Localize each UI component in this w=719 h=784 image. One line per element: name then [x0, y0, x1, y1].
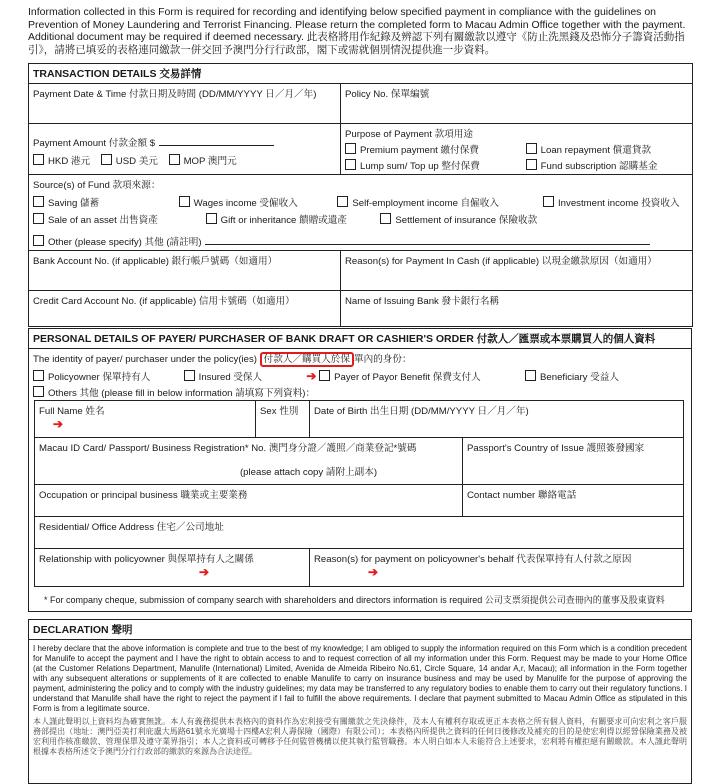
- identity-label-end: 單內的身份：: [353, 354, 412, 365]
- insured-checkbox[interactable]: [184, 370, 195, 381]
- payer-benefit-checkbox[interactable]: [319, 370, 330, 381]
- purpose-fund-label: Fund subscription 認購基金: [540, 161, 658, 172]
- source-saving-label: Saving 儲蓄: [48, 198, 100, 209]
- other-source-checkbox[interactable]: [33, 235, 44, 246]
- id-card-field[interactable]: [35, 438, 463, 485]
- investment-checkbox[interactable]: [543, 196, 554, 207]
- source-other-label: Other (please specify) 其他 (請註明): [48, 237, 202, 248]
- role-others-label: Others 其他 (please fill in below information 請填寫下列資料)：: [48, 388, 316, 399]
- identity-label: The identity of payer/ purchaser under the policy(ies): [33, 354, 257, 365]
- declaration-text-zh: 本人謹此聲明以上資料均為確實無訛。本人有義務提供本表格內的資料作為宏利接受有關繳款之先決條件，及本人有權利存取或更正本表格之所有個人資料，有關要求可向宏利之客戶服務部提出（地址：澳門亞美打利庇盧大馬路61號永光廣場十四樓A宏利人壽保險（國際）有限公司）；本表格內所提供之資料的任何日後修改及補充的目的是使宏利得以經營保險業務及被宏利用作核准繳款、管理保單及遵守業界指引；本人之資料或可轉移予任何監管機構以使其執行監管職務。本人明白如本人未能符合上述要求，宏利將有權拒絕有關繳款。本人謹此聲明根據本表格所述交予澳門分行行政部的繳款的來源為合法途徑。: [33, 717, 687, 756]
- other-source-input[interactable]: [205, 244, 650, 245]
- red-arrow-icon: ➔: [368, 565, 379, 579]
- bank-account-field[interactable]: Bank Account No. (if applicable) 銀行帳戶號碼（如適用）: [29, 251, 341, 291]
- currency-hkd-label: HKD 港元: [48, 156, 91, 167]
- reason-cash-field[interactable]: Reason(s) for Payment In Cash (if applicable) 以現金繳款原因（如適用）: [341, 251, 693, 291]
- occupation-field[interactable]: Occupation or principal business 職業或主要業務: [35, 485, 463, 517]
- source-gift-label: Gift or inheritance 饋贈或遺產: [220, 215, 348, 226]
- red-arrow-icon: ➔: [306, 369, 317, 383]
- full-name-field[interactable]: [35, 401, 256, 438]
- identity-highlight: 付款人／購買人於保: [260, 352, 354, 367]
- self-employment-checkbox[interactable]: [337, 196, 348, 207]
- company-cheque-footnote: * For company cheque, submission of company search with shareholders and directors information is required 公司支票須提供公司查冊內的董事及股東資料: [44, 595, 665, 605]
- mop-checkbox[interactable]: [169, 154, 180, 165]
- declaration-section: [28, 619, 692, 784]
- source-of-fund-field: [29, 175, 693, 251]
- currency-mop-label: MOP 澳門元: [183, 156, 237, 167]
- red-arrow-icon: ➔: [199, 565, 210, 579]
- purpose-of-payment-field: [341, 124, 693, 175]
- contact-number-field[interactable]: Contact number 聯絡電話: [463, 485, 684, 517]
- beneficiary-checkbox[interactable]: [525, 370, 536, 381]
- red-arrow-icon: ➔: [53, 417, 64, 431]
- address-field[interactable]: Residential/ Office Address 住宅／公司地址: [35, 517, 684, 549]
- country-of-issue-field[interactable]: Passport's Country of Issue 護照簽發國家: [463, 438, 684, 485]
- saving-checkbox[interactable]: [33, 196, 44, 207]
- payment-amount-field[interactable]: [29, 124, 341, 175]
- policy-no-field[interactable]: Policy No. 保單編號: [341, 84, 693, 124]
- personal-details-table: [34, 400, 684, 587]
- credit-card-field[interactable]: Credit Card Account No. (if applicable) 信用卡號碼（如適用）: [29, 291, 341, 327]
- dob-field[interactable]: Date of Birth 出生日期 (DD/MM/YYYY 日／月／年): [310, 401, 684, 438]
- source-investment-label: Investment income 投資收入: [558, 198, 680, 209]
- currency-usd-label: USD 美元: [115, 156, 158, 167]
- source-wages-label: Wages income 受僱收入: [193, 198, 298, 209]
- gift-checkbox[interactable]: [206, 213, 217, 224]
- settlement-checkbox[interactable]: [380, 213, 391, 224]
- fund-subscription-checkbox[interactable]: [526, 159, 537, 170]
- payment-date-field[interactable]: Payment Date & Time 付款日期及時間 (DD/MM/YYYY 日／月／年): [29, 84, 341, 124]
- full-name-label: Full Name 姓名: [39, 406, 105, 417]
- intro-notice: [28, 6, 708, 56]
- role-beneficiary-label: Beneficiary 受益人: [540, 372, 619, 383]
- loan-repayment-checkbox[interactable]: [526, 143, 537, 154]
- transaction-details-table: [28, 63, 693, 327]
- policyowner-checkbox[interactable]: [33, 370, 44, 381]
- premium-payment-checkbox[interactable]: [345, 143, 356, 154]
- relationship-field[interactable]: [35, 549, 310, 587]
- wages-checkbox[interactable]: [179, 196, 190, 207]
- id-card-label: Macau ID Card/ Passport/ Business Registration* No. 澳門身分證／護照／商業登記*號碼: [39, 443, 417, 454]
- declaration-text-en: I hereby declare that the above information is complete and true to the best of my knowledge; I am obliged to supply the information required on this Form which is a condition precedent for Manulife to accept the payment and I have the right to obtain access to and to request correction of all my information under this Form. Request may be made to your Home Office (at the Customer Relations Department, Manulife (International) Limited, Avenida de Almeida Ribeiro No.61, Circle Square, 14 andar A,r, Macau); all information in the Form together with any subsequent alterations or supplements of it are collected to enable Manulife to carry on insurance business and may be used by Manulife for the purpose of approving the payment, administering the policy and to comply with the industry guidelines; my data may be transferred to any regulatory bodies to enable them to carry out their regulatory functions. I understand that Manulife shall have the right to reject the payment if I fail to fulfill the above requirements. I declare that payment submitted to Macau Admin Office as stipulated in this Form is from a legitimate source.: [33, 644, 687, 713]
- lump-sum-checkbox[interactable]: [345, 159, 356, 170]
- reason-behalf-label: Reason(s) for payment on policyowner's behalf 代表保單持有人付款之原因: [314, 554, 632, 565]
- sex-field[interactable]: Sex 性別: [256, 401, 310, 438]
- hkd-checkbox[interactable]: [33, 154, 44, 165]
- usd-checkbox[interactable]: [101, 154, 112, 165]
- role-payer-label: Payer of Payor Benefit 保費支付人: [334, 372, 481, 383]
- payment-amount-label: Payment Amount 付款金額 $: [33, 138, 156, 149]
- reason-behalf-field[interactable]: [310, 549, 684, 587]
- intro-text: Information collected in this Form is required for recording and identifying below specified payment in compliance with the guidelines on Prevention of Money Laundering and Terrorist Financing. Please return the completed form to Macau Admin Office together with the payment. Additional document may be required if deemed necessary. 此表格將用作紀錄及辨認下列有關繳款以遵守《防止洗黑錢及恐怖分子籌資活動指引》，請將已填妥的表格連同繳款一併交回予澳門分行行政部，閣下或需就個別情況提供進一步資料。: [28, 6, 686, 56]
- others-checkbox[interactable]: [33, 386, 44, 397]
- transaction-details-header: TRANSACTION DETAILS 交易詳情: [29, 64, 693, 84]
- attach-copy-note: (please attach copy 請附上副本): [239, 467, 378, 478]
- sale-of-asset-checkbox[interactable]: [33, 213, 44, 224]
- source-selfemp-label: Self-employment income 自僱收入: [352, 198, 499, 209]
- relationship-label: Relationship with policyowner 與保單持有人之關係: [39, 554, 254, 565]
- purpose-loan-label: Loan repayment 償還貸款: [540, 145, 652, 156]
- personal-details-header: PERSONAL DETAILS OF PAYER/ PURCHASER OF BANK DRAFT OR CASHIER'S ORDER 付款人／匯票或本票購買人的個人資料: [29, 329, 691, 349]
- declaration-header: DECLARATION 聲明: [29, 620, 691, 640]
- purpose-label: Purpose of Payment 款項用途: [345, 129, 473, 140]
- issuing-bank-field[interactable]: Name of Issuing Bank 發卡銀行名稱: [341, 291, 693, 327]
- source-label: Source(s) of Fund 款項來源：: [33, 180, 161, 191]
- role-insured-label: Insured 受保人: [198, 372, 263, 383]
- source-settlement-label: Settlement of insurance 保險收款: [395, 215, 538, 226]
- purpose-premium-label: Premium payment 繳付保費: [360, 145, 479, 156]
- purpose-lumpsum-label: Lump sum/ Top up 整付保費: [360, 161, 480, 172]
- role-policyowner-label: Policyowner 保單持有人: [48, 372, 151, 383]
- declaration-body: [29, 640, 691, 764]
- source-sale-label: Sale of an asset 出售資產: [48, 215, 158, 226]
